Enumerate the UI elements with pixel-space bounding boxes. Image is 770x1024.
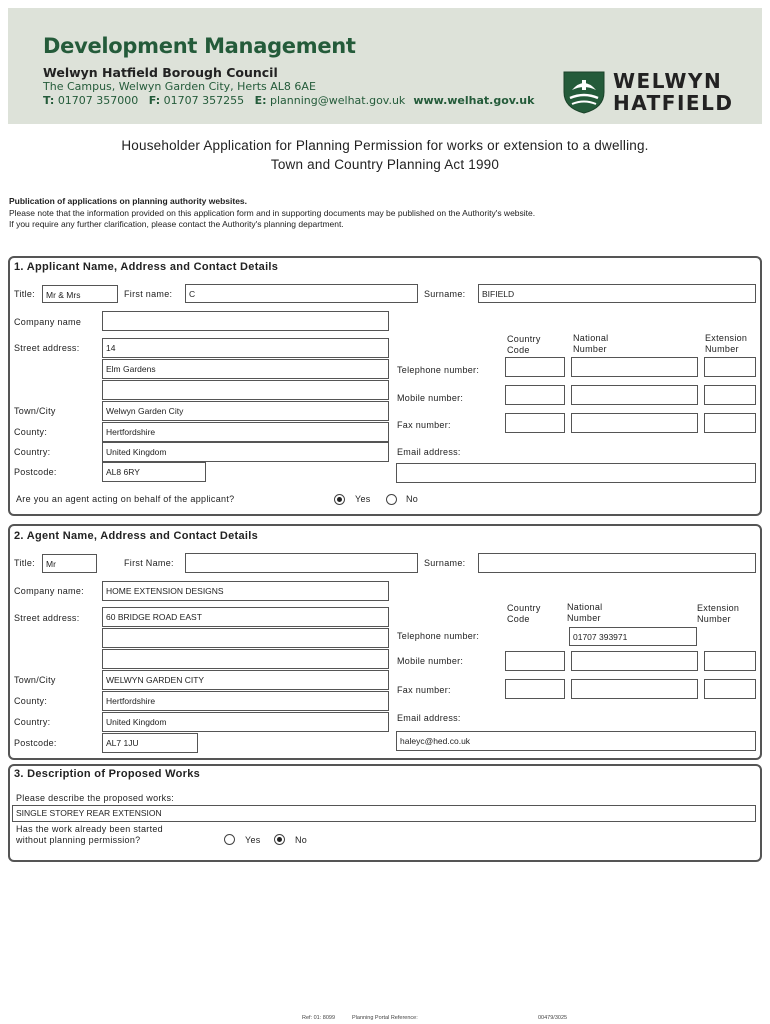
- applicant-email-label: Email address:: [397, 447, 461, 457]
- agent-yes-radio[interactable]: [334, 494, 345, 505]
- applicant-street-line3[interactable]: [102, 380, 389, 400]
- work-started-yes-radio[interactable]: [224, 834, 235, 845]
- applicant-county-label: County:: [14, 427, 48, 437]
- applicant-title-field[interactable]: Mr & Mrs: [42, 285, 118, 303]
- applicant-mobile-label: Mobile number:: [397, 393, 464, 403]
- agent-postcode-field[interactable]: AL7 1JU: [102, 733, 198, 753]
- applicant-first-name-field[interactable]: C: [185, 284, 418, 303]
- agent-telephone-label: Telephone number:: [397, 631, 480, 641]
- footer-portal-number: 00479/3025: [538, 1015, 568, 1021]
- agent-first-name-label: First Name:: [124, 558, 174, 568]
- agent-street-label: Street address:: [14, 613, 80, 623]
- agent-street-line3[interactable]: [102, 649, 389, 669]
- applicant-company-field[interactable]: [102, 311, 389, 331]
- section-agent-heading: 2. Agent Name, Address and Contact Details: [14, 530, 259, 542]
- agent-yes-label: Yes: [355, 494, 371, 504]
- council-shield-icon: [562, 68, 606, 114]
- agent-mobile-country-code[interactable]: [505, 651, 565, 671]
- applicant-national-number-header: National Number: [573, 333, 609, 354]
- agent-company-field[interactable]: HOME EXTENSION DESIGNS: [102, 581, 389, 601]
- applicant-street-label: Street address:: [14, 343, 80, 353]
- council-name: Welwyn Hatfield Borough Council: [43, 65, 278, 80]
- work-started-question: Has the work already been started without planning permission?: [16, 824, 163, 845]
- applicant-fax-country-code[interactable]: [505, 413, 565, 433]
- agent-company-label: Company name:: [14, 586, 84, 596]
- council-contact-line: T: 01707 357000 F: 01707 357255 E: planning@welhat.gov.uk www.welhat.gov.uk: [43, 94, 535, 107]
- applicant-town-label: Town/City: [14, 406, 56, 416]
- work-started-no-label: No: [295, 835, 308, 845]
- describe-works-label: Please describe the proposed works:: [16, 793, 175, 803]
- agent-title-label: Title:: [14, 558, 35, 568]
- agent-mobile-extension[interactable]: [704, 651, 756, 671]
- applicant-country-code-header: Country Code: [507, 334, 541, 355]
- agent-county-label: County:: [14, 696, 48, 706]
- form-title: Householder Application for Planning Permission for works or extension to a dwelling. Town and Country Planning Act 1990: [121, 138, 649, 172]
- applicant-extension-number-header: Extension Number: [705, 333, 748, 354]
- agent-country-code-header: Country Code: [507, 603, 541, 624]
- agent-fax-country-code[interactable]: [505, 679, 565, 699]
- agent-tel-national[interactable]: 01707 393971: [569, 627, 697, 646]
- applicant-fax-extension[interactable]: [704, 413, 756, 433]
- describe-works-field[interactable]: SINGLE STOREY REAR EXTENSION: [12, 805, 756, 822]
- applicant-county-field[interactable]: Hertfordshire: [102, 422, 389, 442]
- applicant-mobile-extension[interactable]: [704, 385, 756, 405]
- applicant-title-label: Title:: [14, 289, 35, 299]
- agent-surname-field[interactable]: [478, 553, 756, 573]
- footer-ref: Ref: 01: 8099: [302, 1015, 336, 1021]
- agent-email-field[interactable]: haleyc@hed.co.uk: [396, 731, 756, 751]
- agent-town-field[interactable]: WELWYN GARDEN CITY: [102, 670, 389, 690]
- work-started-yes-label: Yes: [245, 835, 261, 845]
- applicant-street-line2[interactable]: Elm Gardens: [102, 359, 389, 379]
- agent-fax-national[interactable]: [571, 679, 698, 699]
- applicant-town-field[interactable]: Welwyn Garden City: [102, 401, 389, 421]
- department-title: Development Management: [43, 34, 356, 58]
- agent-country-label: Country:: [14, 717, 51, 727]
- agent-fax-label: Fax number:: [397, 685, 451, 695]
- agent-first-name-field[interactable]: [185, 553, 418, 573]
- applicant-tel-national[interactable]: [571, 357, 698, 377]
- section-proposed-works-heading: 3. Description of Proposed Works: [14, 768, 201, 780]
- agent-surname-label: Surname:: [424, 558, 466, 568]
- applicant-postcode-label: Postcode:: [14, 467, 57, 477]
- agent-question: Are you an agent acting on behalf of the applicant?: [16, 494, 235, 504]
- applicant-company-label: Company name: [14, 317, 82, 327]
- applicant-country-label: Country:: [14, 447, 51, 457]
- applicant-fax-national[interactable]: [571, 413, 698, 433]
- agent-email-label: Email address:: [397, 713, 461, 723]
- agent-no-radio[interactable]: [386, 494, 397, 505]
- agent-country-field[interactable]: United Kingdom: [102, 712, 389, 732]
- agent-mobile-label: Mobile number:: [397, 656, 464, 666]
- applicant-surname-field[interactable]: BIFIELD: [478, 284, 756, 303]
- agent-town-label: Town/City: [14, 675, 56, 685]
- applicant-tel-country-code[interactable]: [505, 357, 565, 377]
- applicant-telephone-label: Telephone number:: [397, 365, 480, 375]
- agent-title-field[interactable]: Mr: [42, 554, 97, 573]
- publication-notice: Publication of applications on planning authority websites. Please note that the information provided on this application form and in supporting documents may be published on the Authority's website. If you require any further clarification, please contact the Authority's planning department.: [9, 196, 536, 229]
- work-started-no-radio[interactable]: [274, 834, 285, 845]
- applicant-fax-label: Fax number:: [397, 420, 451, 430]
- council-logo-text: WELWYN HATFIELD: [613, 69, 734, 115]
- section-applicant-heading: 1. Applicant Name, Address and Contact Details: [14, 261, 279, 273]
- agent-postcode-label: Postcode:: [14, 738, 57, 748]
- agent-street-line1[interactable]: 60 BRIDGE ROAD EAST: [102, 607, 389, 627]
- applicant-email-field[interactable]: [396, 463, 756, 483]
- applicant-street-line1[interactable]: 14: [102, 338, 389, 358]
- applicant-mobile-country-code[interactable]: [505, 385, 565, 405]
- applicant-country-field[interactable]: United Kingdom: [102, 442, 389, 462]
- applicant-first-name-label: First name:: [124, 289, 173, 299]
- agent-mobile-national[interactable]: [571, 651, 698, 671]
- agent-street-line2[interactable]: [102, 628, 389, 648]
- council-address: The Campus, Welwyn Garden City, Herts AL8 6AE: [43, 80, 316, 93]
- applicant-mobile-national[interactable]: [571, 385, 698, 405]
- agent-no-label: No: [406, 494, 419, 504]
- applicant-tel-extension[interactable]: [704, 357, 756, 377]
- agent-extension-number-header: Extension Number: [697, 603, 740, 624]
- applicant-surname-label: Surname:: [424, 289, 466, 299]
- agent-county-field[interactable]: Hertfordshire: [102, 691, 389, 711]
- footer-portal-label: Planning Portal Reference:: [352, 1015, 418, 1021]
- agent-fax-extension[interactable]: [704, 679, 756, 699]
- agent-national-number-header: National Number: [567, 602, 603, 623]
- applicant-postcode-field[interactable]: AL8 6RY: [102, 462, 206, 482]
- council-website: www.welhat.gov.uk: [413, 94, 535, 107]
